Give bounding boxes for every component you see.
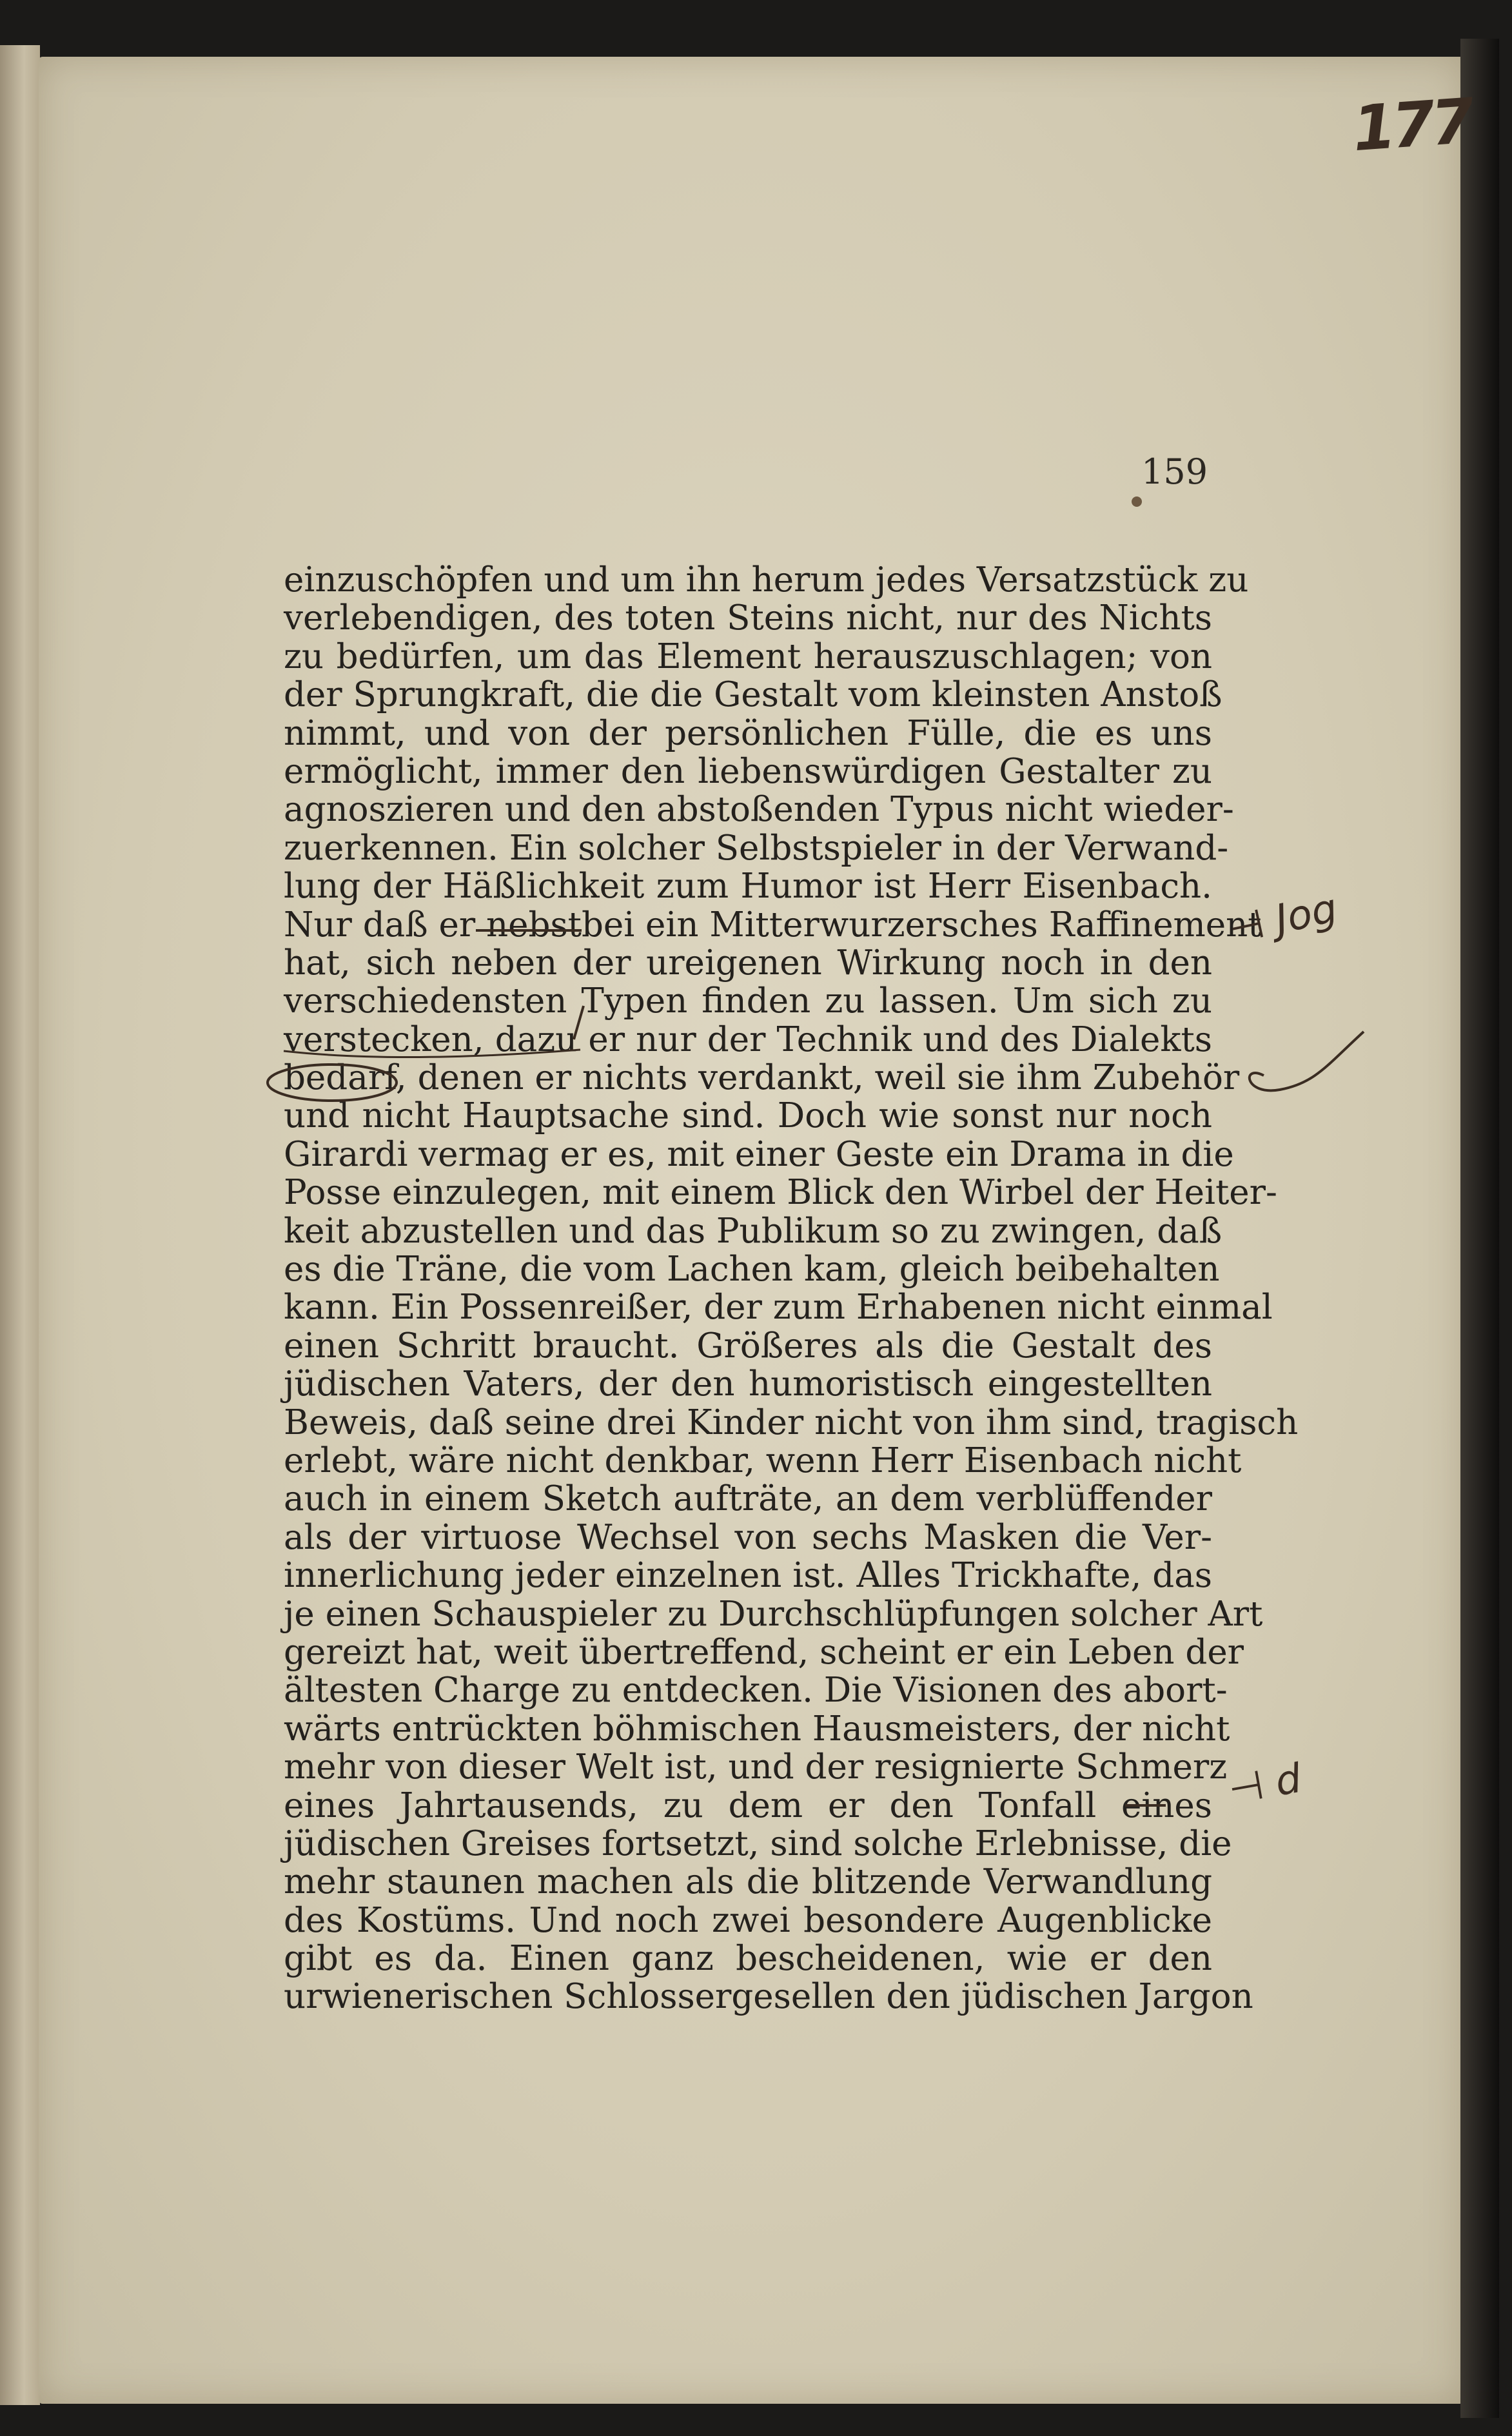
- text-line: nimmt, und von der persönlichen Fülle, die es uns: [284, 713, 1212, 753]
- text-line: verstecken, dazu er nur der Technik und des Dialekts: [284, 1019, 1212, 1059]
- text-line: hat, sich neben der ureigenen Wirkung noch in den: [284, 943, 1212, 983]
- text-line: gereizt hat, weit übertreffend, scheint er ein Leben der: [284, 1632, 1244, 1672]
- margin-note-correction: ⊣ d: [1224, 1754, 1305, 1814]
- text-line: zuerkennen. Ein solcher Selbstspieler in der Verwand-: [284, 828, 1229, 868]
- text-line: eines Jahrtausends, zu dem er den Tonfall eines: [284, 1785, 1212, 1825]
- text-line: Nur daß er nebstbei ein Mitterwurzersches Raffinement: [284, 905, 1262, 945]
- text-line: je einen Schauspieler zu Durchschlüpfungen solcher Art: [284, 1594, 1263, 1634]
- text-line: und nicht Hauptsache sind. Doch wie sonst nur noch: [284, 1096, 1212, 1136]
- margin-note-correction: ⊣ Jog: [1224, 884, 1342, 953]
- text-line: innerlichung jeder einzelnen ist. Alles Trickhafte, das: [284, 1556, 1212, 1596]
- text-line: als der virtuose Wechsel von sechs Masken die Ver-: [284, 1517, 1212, 1557]
- text-line: verschiedensten Typen finden zu lassen. Um sich zu: [284, 981, 1212, 1021]
- text-line: erlebt, wäre nicht denkbar, wenn Herr Eisenbach nicht: [284, 1440, 1242, 1480]
- text-line: Girardi vermag er es, mit einer Geste ein Drama in die: [284, 1134, 1234, 1174]
- text-line: agnoszieren und den abstoßenden Typus nicht wieder-: [284, 790, 1234, 830]
- text-line: kann. Ein Possenreißer, der zum Erhabenen nicht einmal: [284, 1288, 1273, 1328]
- text-line: der Sprungkraft, die die Gestalt vom kleinsten Anstoß: [284, 675, 1222, 715]
- text-line: es die Träne, die vom Lachen kam, gleich beibehalten: [284, 1250, 1220, 1290]
- text-line: verlebendigen, des toten Steins nicht, nur des Nichts: [284, 598, 1212, 638]
- text-line: wärts entrückten böhmischen Hausmeisters, der nicht: [284, 1709, 1230, 1749]
- previous-page-edge: [0, 45, 40, 2405]
- text-line: lung der Häßlichkeit zum Humor ist Herr Eisenbach.: [284, 867, 1212, 907]
- ink-dot: [1132, 496, 1142, 507]
- handwritten-folio-number: 177: [1350, 84, 1473, 166]
- page-number: 159: [1141, 451, 1208, 492]
- text-line: mehr von dieser Welt ist, und der resignierte Schmerz: [284, 1747, 1228, 1787]
- text-line: jüdischen Vaters, der den humoristisch eingestellten: [284, 1364, 1212, 1404]
- text-line: einen Schritt braucht. Größeres als die Gestalt des: [284, 1326, 1212, 1366]
- text-line: Beweis, daß seine drei Kinder nicht von ihm sind, tragisch: [284, 1402, 1299, 1442]
- text-line: des Kostüms. Und noch zwei besondere Augenblicke: [284, 1900, 1212, 1940]
- text-line: einzuschöpfen und um ihn herum jedes Versatzstück zu: [284, 560, 1249, 600]
- text-line: keit abzustellen und das Publikum so zu zwingen, daß: [284, 1211, 1222, 1251]
- text-line: Posse einzulegen, mit einem Blick den Wirbel der Heiter-: [284, 1173, 1277, 1213]
- text-line: jüdischen Greises fortsetzt, sind solche Erlebnisse, die: [284, 1823, 1232, 1863]
- text-line: mehr staunen machen als die blitzende Verwandlung: [284, 1862, 1212, 1902]
- text-line: gibt es da. Einen ganz bescheidenen, wie er den: [284, 1939, 1212, 1979]
- text-line: urwienerischen Schlossergesellen den jüdischen Jargon: [284, 1977, 1253, 2017]
- binding-shadow: [1460, 39, 1499, 2418]
- text-line: ermöglicht, immer den liebenswürdigen Gestalter zu: [284, 751, 1212, 791]
- text-line: auch in einem Sketch aufträte, an dem verblüffender: [284, 1479, 1212, 1519]
- text-line: bedarf, denen er nichts verdankt, weil sie ihm Zubehör: [284, 1058, 1240, 1098]
- text-line: ältesten Charge zu entdecken. Die Visionen des abort-: [284, 1671, 1228, 1711]
- text-line: zu bedürfen, um das Element herauszuschlagen; von: [284, 636, 1212, 676]
